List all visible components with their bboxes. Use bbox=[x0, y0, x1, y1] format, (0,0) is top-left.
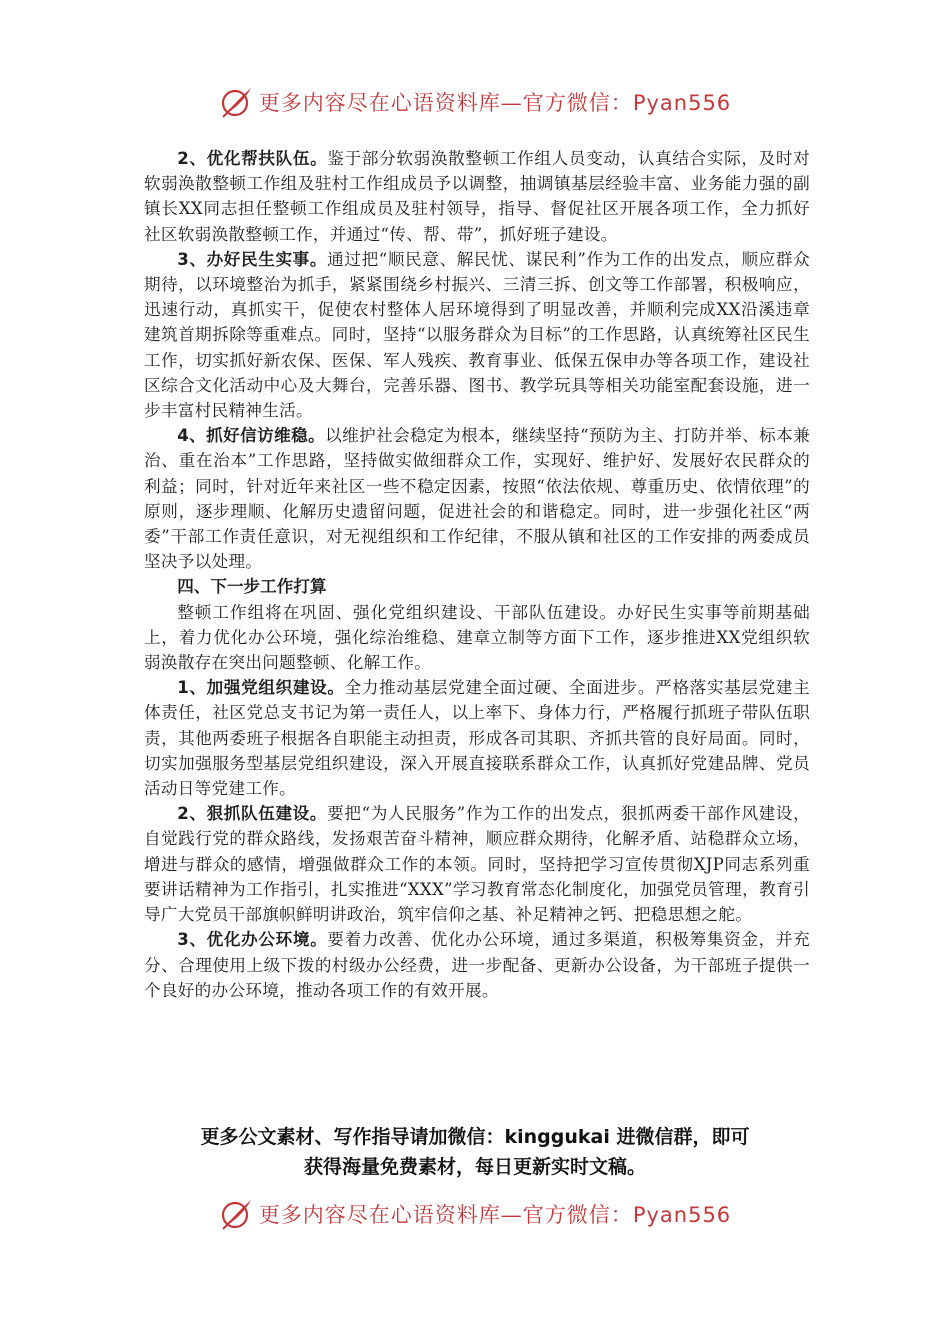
banner-text: 更多内容尽在心语资料库—官方微信：Pyan556 bbox=[258, 1203, 732, 1227]
paragraph-text: 以维护社会稳定为根本，继续坚持“预防为主、打防并举、标本兼治、重在治本”工作思路，坚持做实做细群众工作，实现好、维护好、发展好农民群众的利益；同时，针对近年来社区一些不稳定因素，按照“依法依规、尊重历史、依情依理”的原则，逐步理顺、化解历史遗留问题，促进社会的和谐稳定。同时，进一步强化社区“两委”干部工作责任意识，对无视组织和工作纪律，不服从镇和社区的工作安排的两委成员坚决予以处理。 bbox=[144, 426, 810, 572]
document-body bbox=[144, 146, 810, 1003]
paragraph-text: 要把“为人民服务”作为工作的出发点，狠抓两委干部作风建设，自觉践行党的群众路线，发扬艰苦奋斗精神，顺应群众期待，化解矛盾、站稳群众立场，增进与群众的感情，增强做群众工作的本领。同时，坚持把学习宣传贯彻XJP同志系列重要讲话精神为工作指引，扎实推进“XXX”学习教育常态化制度化，加强党员管理，教育引导广大党员干部旗帜鲜明讲政治，筑牢信仰之基、补足精神之钙、把稳思想之舵。 bbox=[144, 804, 811, 925]
footer-promo-note bbox=[100, 1122, 850, 1182]
footer-note-line1: 更多公文素材、写作指导请加微信：kinggukai 进微信群，即可 bbox=[200, 1126, 750, 1148]
plan-party-building bbox=[144, 675, 810, 801]
paragraph-lead: 2、狠抓队伍建设。 bbox=[177, 804, 328, 824]
paragraph-lead: 1、加强党组织建设。 bbox=[177, 678, 345, 698]
paragraph-lead: 3、办好民生实事。 bbox=[177, 249, 328, 269]
section-intro: 整顿工作组将在巩固、强化党组织建设、干部队伍建设。办好民生实事等前期基础上，着力优化办公环境，强化综治维稳、建章立制等方面下工作，逐步推进XX党组织软弱涣散存在突出问题整顿、化解工作。 bbox=[144, 602, 810, 673]
paragraph-livelihood bbox=[144, 247, 810, 423]
section-heading: 四、下一步工作打算 bbox=[177, 577, 327, 597]
header-banner bbox=[0, 80, 950, 124]
paragraph-text: 全力推动基层党建全面过硬、全面进步。严格落实基层党建主体责任，社区党总支书记为第一责任人，以上率下、身体力行，严格履行抓班子带队伍职责，其他两委班子根据各自职能主动担责，形成各司其职、齐抓共管的良好局面。同时，切实加强服务型基层党组织建设，深入开展直接联系群众工作，认真抓好党建品牌、党员活动日等党建工作。 bbox=[144, 678, 811, 799]
banner-wechat-id: Pyan556 bbox=[632, 1203, 732, 1227]
paragraph-stability bbox=[144, 423, 810, 574]
paragraph-text: 通过把“顺民意、解民忧、谋民利”作为工作的出发点，顺应群众期待，以环境整治为抓手，紧紧围绕乡村振兴、三清三拆、创文等工作部署，积极响应，迅速行动，真抓实干，促使农村整体人居环境得到了明显改善，并顺利完成XX沿溪违章建筑首期拆除等重难点。同时，坚持“以服务群众为目标”的工作思路，认真统筹社区民生工作，切实抓好新农保、医保、军人残疾、教育事业、低保五保申办等各项工作，建设社区综合文化活动中心及大舞台，完善乐器、图书、教学玩具等相关功能室配套设施，进一步丰富村民精神生活。 bbox=[144, 249, 811, 421]
banner-text: 更多内容尽在心语资料库—官方微信：Pyan556 bbox=[258, 91, 732, 115]
paragraph-team bbox=[144, 146, 810, 247]
paragraph-text: 鉴于部分软弱涣散整顿工作组人员变动，认真结合实际，及时对软弱涣散整顿工作组及驻村工作组成员予以调整，抽调镇基层经验丰富、业务能力强的副镇长XX同志担任整顿工作组成员及驻村领导，指导、督促社区开展各项工作，全力抓好社区软弱涣散整顿工作，并通过“传、帮、带”，抓好班子建设。 bbox=[144, 149, 810, 244]
footer-note-line2: 获得海量免费素材，每日更新实时文稿。 bbox=[303, 1156, 646, 1178]
paragraph-lead: 4、抓好信访维稳。 bbox=[177, 426, 326, 446]
paragraph-lead: 2、优化帮扶队伍。 bbox=[177, 149, 328, 168]
quill-logo-icon bbox=[219, 85, 253, 119]
quill-logo-icon bbox=[219, 1197, 253, 1231]
paragraph-text: 要着力改善、优化办公环境，通过多渠道，积极筹集资金，并充分、合理使用上级下拨的村级办公经费，进一步配备、更新办公设备，为干部班子提供一个良好的办公环境，推动各项工作的有效开展。 bbox=[144, 930, 810, 1000]
footer-banner bbox=[0, 1192, 950, 1236]
paragraph-lead: 3、优化办公环境。 bbox=[177, 930, 328, 950]
plan-team-building bbox=[144, 801, 810, 927]
plan-office-environment bbox=[144, 927, 810, 1003]
banner-wechat-id: Pyan556 bbox=[632, 91, 732, 115]
